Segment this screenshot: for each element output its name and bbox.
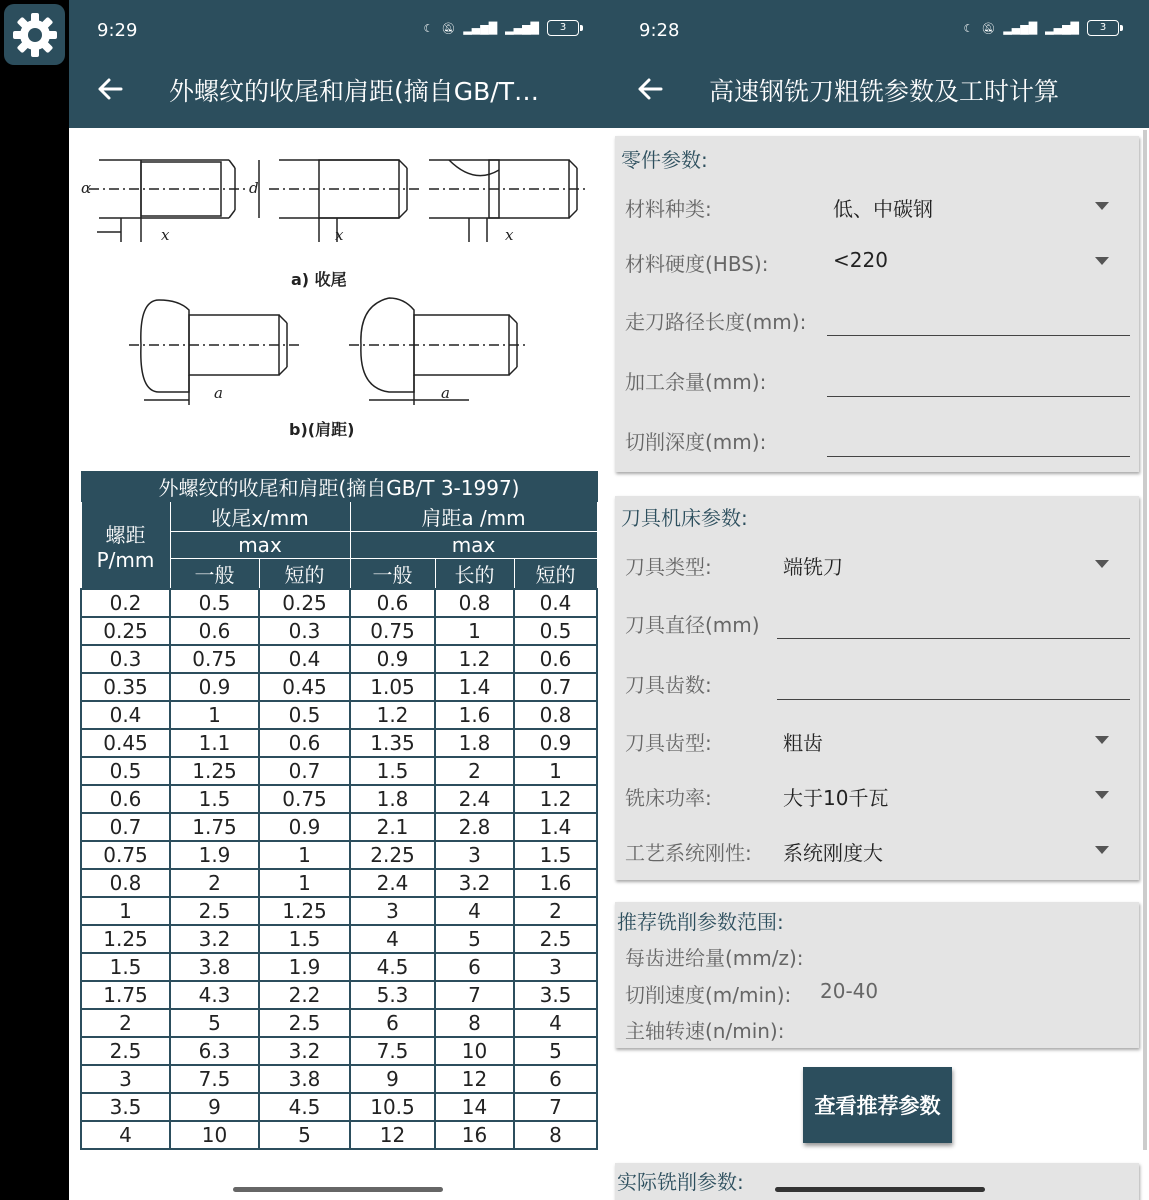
table-cell: 1 [435, 617, 514, 645]
table-cell: 1.5 [81, 953, 170, 981]
table-row [81, 1065, 597, 1093]
table-cell: 0.5 [259, 701, 350, 729]
table-cell: 3.2 [170, 925, 259, 953]
table-cell: 0.5 [170, 589, 259, 617]
rigidity-select[interactable]: 系统刚度大 [783, 841, 883, 865]
table-cell: 0.45 [81, 729, 170, 757]
table-cell: 12 [435, 1065, 514, 1093]
table-cell: 0.5 [81, 757, 170, 785]
table-row [81, 925, 597, 953]
table-cell: 0.25 [259, 589, 350, 617]
mute-icon: 🔕︎ [981, 21, 996, 35]
table-cell: 0.4 [81, 701, 170, 729]
a-symbol-1: a [214, 384, 223, 402]
signal-icon: ▂▄▆█ [1003, 21, 1038, 35]
home-indicator[interactable] [775, 1187, 985, 1192]
table-cell: 2 [81, 1009, 170, 1037]
sub-header: 短的 [259, 559, 350, 590]
table-cell: 2.4 [435, 785, 514, 813]
table-cell: 3.2 [259, 1037, 350, 1065]
table-cell: 4 [514, 1009, 597, 1037]
table-row [81, 869, 597, 897]
tool-type-select[interactable]: 端铣刀 [783, 555, 843, 579]
table-cell: 1.2 [514, 785, 597, 813]
depth-label: 切削深度(mm): [625, 430, 767, 454]
sub-header: 一般 [350, 559, 435, 590]
status-time: 9:28 [639, 20, 680, 41]
table-cell: 6 [514, 1065, 597, 1093]
table-cell: 0.6 [350, 589, 435, 617]
table-cell: 2.1 [350, 813, 435, 841]
signal-icon: ▂▄▆█ [463, 21, 498, 35]
table-cell: 0.6 [259, 729, 350, 757]
table-cell: 0.8 [81, 869, 170, 897]
table-cell: 10.5 [350, 1093, 435, 1121]
table-cell: 7 [435, 981, 514, 1009]
table-cell: 0.45 [259, 673, 350, 701]
table-cell: 0.6 [514, 645, 597, 673]
table-cell: 12 [350, 1121, 435, 1149]
table-cell: 1 [170, 701, 259, 729]
d-symbol: d [249, 179, 259, 197]
teeth-label: 刀具齿数: [625, 673, 712, 697]
table-cell: 0.4 [259, 645, 350, 673]
table-cell: 10 [170, 1121, 259, 1149]
mute-icon: 🔕︎ [441, 21, 456, 35]
table-cell: 5.3 [350, 981, 435, 1009]
table-cell: 1.4 [435, 673, 514, 701]
table-cell: 2 [435, 757, 514, 785]
speed-label: 切削速度(m/min): [625, 983, 792, 1007]
table-cell: 5 [170, 1009, 259, 1037]
table-cell: 0.8 [435, 589, 514, 617]
table-cell: 1.75 [81, 981, 170, 1009]
table-cell: 0.9 [514, 729, 597, 757]
sub-header: 一般 [170, 559, 259, 590]
table-caption: 外螺纹的收尾和肩距(摘自GB/T 3-1997) [81, 472, 597, 502]
thread-spec-table [80, 471, 598, 1150]
moon-icon: ☾ [423, 21, 434, 35]
table-cell: 1 [81, 897, 170, 925]
table-cell: 1.9 [259, 953, 350, 981]
page-title: 外螺纹的收尾和肩距(摘自GB/T… [169, 77, 539, 106]
table-cell: 2.5 [259, 1009, 350, 1037]
spindle-label: 主轴转速(n/min): [625, 1019, 785, 1043]
table-cell: 1.5 [514, 841, 597, 869]
home-indicator[interactable] [233, 1187, 443, 1192]
page-title: 高速钢铣刀粗铣参数及工时计算 [709, 77, 1060, 106]
tail-max: max [170, 532, 350, 559]
power-select[interactable]: 大于10千瓦 [783, 786, 889, 810]
shoulder-max: max [350, 532, 597, 559]
allowance-label: 加工余量(mm): [625, 370, 767, 394]
pitch-header: 螺距P/mm [81, 502, 170, 590]
table-row [81, 785, 597, 813]
table-cell: 1.2 [435, 645, 514, 673]
x-symbol-2: x [335, 226, 344, 244]
table-row [81, 589, 597, 617]
table-cell: 4.5 [350, 953, 435, 981]
table-cell: 7 [514, 1093, 597, 1121]
hardness-select[interactable]: <220 [833, 248, 888, 272]
table-cell: 8 [514, 1121, 597, 1149]
table-cell: 2.4 [350, 869, 435, 897]
table-cell: 10 [435, 1037, 514, 1065]
part-params-card [615, 136, 1139, 472]
table-cell: 9 [170, 1093, 259, 1121]
tool-params-card [615, 496, 1139, 880]
sub-header: 短的 [514, 559, 597, 590]
table-cell: 1.75 [170, 813, 259, 841]
label-shoulder: b)(肩距) [289, 420, 355, 439]
table-cell: 3.2 [435, 869, 514, 897]
table-cell: 5 [435, 925, 514, 953]
table-cell: 4.5 [259, 1093, 350, 1121]
table-cell: 0.7 [259, 757, 350, 785]
table-cell: 1.25 [259, 897, 350, 925]
feed-label: 每齿进给量(mm/z): [625, 946, 804, 970]
back-arrow-icon[interactable] [635, 74, 665, 104]
status-time: 9:29 [97, 20, 138, 41]
actual-params-header: 实际铣削参数: [617, 1170, 744, 1194]
recommend-card [615, 902, 1139, 1048]
table-cell: 0.25 [81, 617, 170, 645]
table-cell: 3.8 [170, 953, 259, 981]
table-cell: 5 [259, 1121, 350, 1149]
scrollbar[interactable] [1143, 130, 1147, 1150]
table-cell: 1 [514, 757, 597, 785]
tool-type-label: 刀具类型: [625, 555, 712, 579]
table-cell: 0.2 [81, 589, 170, 617]
part-params-header: 零件参数: [621, 148, 708, 172]
tail-header: 收尾x/mm [170, 502, 350, 532]
table-row [81, 645, 597, 673]
table-cell: 7.5 [350, 1037, 435, 1065]
allowance-input[interactable] [827, 396, 1130, 397]
toothform-label: 刀具齿型: [625, 731, 712, 755]
table-cell: 4 [350, 925, 435, 953]
table-cell: 0.75 [259, 785, 350, 813]
table-cell: 2.25 [350, 841, 435, 869]
recommend-header: 推荐铣削参数范围: [617, 910, 784, 934]
right-screen [609, 0, 1149, 1200]
table-cell: 0.5 [514, 617, 597, 645]
toothform-select[interactable]: 粗齿 [783, 731, 823, 755]
table-cell: 0.35 [81, 673, 170, 701]
app-bar [609, 0, 1149, 128]
hardness-label: 材料硬度(HBS): [625, 252, 769, 276]
table-cell: 3 [514, 953, 597, 981]
table-cell: 5 [514, 1037, 597, 1065]
table-cell: 2.2 [259, 981, 350, 1009]
table-cell: 4.3 [170, 981, 259, 1009]
table-cell: 7.5 [170, 1065, 259, 1093]
table-cell: 0.9 [259, 813, 350, 841]
table-cell: 2.5 [514, 925, 597, 953]
app-gear-icon[interactable] [4, 4, 65, 65]
x-symbol-1: x [161, 226, 170, 244]
a-symbol-2: a [441, 384, 450, 402]
table-cell: 1.5 [170, 785, 259, 813]
table-cell: 1.5 [350, 757, 435, 785]
tool-params-header: 刀具机床参数: [621, 506, 748, 530]
table-cell: 2 [514, 897, 597, 925]
table-cell: 0.3 [259, 617, 350, 645]
table-cell: 9 [350, 1065, 435, 1093]
table-cell: 8 [435, 1009, 514, 1037]
status-icons [963, 20, 1119, 36]
dropdown-arrow-icon[interactable] [1095, 736, 1109, 744]
path-length-label: 走刀路径长度(mm): [625, 310, 807, 334]
table-row [81, 757, 597, 785]
table-cell: 2 [170, 869, 259, 897]
table-row [81, 1037, 597, 1065]
power-label: 铣床功率: [625, 786, 712, 810]
table-row [81, 617, 597, 645]
table-cell: 3.5 [81, 1093, 170, 1121]
table-cell: 1.35 [350, 729, 435, 757]
table-row [81, 701, 597, 729]
table-row [81, 841, 597, 869]
table-cell: 0.9 [350, 645, 435, 673]
table-cell: 6 [435, 953, 514, 981]
table-cell: 0.3 [81, 645, 170, 673]
table-row [81, 1009, 597, 1037]
table-cell: 1.8 [350, 785, 435, 813]
table-cell: 2.5 [170, 897, 259, 925]
table-cell: 3 [350, 897, 435, 925]
back-arrow-icon[interactable] [95, 74, 125, 104]
table-cell: 0.75 [81, 841, 170, 869]
table-cell: 1.25 [170, 757, 259, 785]
table-cell: 1.1 [170, 729, 259, 757]
table-cell: 0.6 [170, 617, 259, 645]
battery-icon: 3 [1087, 20, 1119, 36]
view-recommend-button[interactable]: 查看推荐参数 [803, 1067, 952, 1143]
diameter-input[interactable] [777, 638, 1130, 639]
thread-diagram [69, 130, 609, 460]
battery-icon: 3 [547, 20, 579, 36]
table-cell: 1.5 [259, 925, 350, 953]
signal-icon: ▂▄▆█ [1045, 21, 1079, 35]
shoulder-header: 肩距a /mm [350, 502, 597, 532]
table-cell: 0.6 [81, 785, 170, 813]
dropdown-arrow-icon[interactable] [1095, 846, 1109, 854]
table-cell: 0.75 [170, 645, 259, 673]
table-row [81, 813, 597, 841]
table-cell: 0.4 [514, 589, 597, 617]
table-cell: 1.6 [435, 701, 514, 729]
sub-header: 长的 [435, 559, 514, 590]
table-row [81, 953, 597, 981]
table-cell: 2.8 [435, 813, 514, 841]
table-cell: 0.75 [350, 617, 435, 645]
material-label: 材料种类: [625, 197, 712, 221]
table-body [81, 589, 597, 1149]
status-icons [423, 20, 579, 36]
alpha-symbol: α [81, 179, 92, 197]
material-select[interactable]: 低、中碳钢 [833, 197, 933, 221]
signal-icon: ▂▄▆█ [505, 21, 539, 35]
moon-icon: ☾ [963, 21, 974, 35]
table-cell: 3 [81, 1065, 170, 1093]
table-cell: 1.2 [350, 701, 435, 729]
dropdown-arrow-icon[interactable] [1095, 560, 1109, 568]
table-cell: 1 [259, 841, 350, 869]
dropdown-arrow-icon[interactable] [1095, 791, 1109, 799]
table-cell: 0.8 [514, 701, 597, 729]
dropdown-arrow-icon[interactable] [1095, 202, 1109, 210]
x-symbol-3: x [505, 226, 514, 244]
table-cell: 0.9 [170, 673, 259, 701]
table-cell: 1.9 [170, 841, 259, 869]
table-cell: 3.5 [514, 981, 597, 1009]
actual-params-card [615, 1163, 1139, 1200]
depth-input[interactable] [827, 456, 1130, 457]
dropdown-arrow-icon[interactable] [1095, 257, 1109, 265]
table-row [81, 729, 597, 757]
table-cell: 3.8 [259, 1065, 350, 1093]
table-row [81, 673, 597, 701]
app-bar [69, 0, 609, 128]
table-cell: 1.4 [514, 813, 597, 841]
table-cell: 1.6 [514, 869, 597, 897]
rigidity-label: 工艺系统刚性: [625, 841, 752, 865]
table-cell: 16 [435, 1121, 514, 1149]
table-cell: 1.25 [81, 925, 170, 953]
table-cell: 0.7 [81, 813, 170, 841]
table-cell: 4 [435, 897, 514, 925]
table-cell: 1.05 [350, 673, 435, 701]
table-cell: 14 [435, 1093, 514, 1121]
table-cell: 1 [259, 869, 350, 897]
table-cell: 2.5 [81, 1037, 170, 1065]
table-cell: 3 [435, 841, 514, 869]
left-screen [69, 0, 609, 1200]
table-cell: 0.7 [514, 673, 597, 701]
table-cell: 4 [81, 1121, 170, 1149]
table-row [81, 1093, 597, 1121]
diameter-label: 刀具直径(mm) [625, 613, 760, 637]
table-cell: 6 [350, 1009, 435, 1037]
table-cell: 1.8 [435, 729, 514, 757]
speed-value: 20-40 [820, 979, 879, 1003]
label-tail: a) 收尾 [291, 270, 347, 289]
table-row [81, 981, 597, 1009]
teeth-input[interactable] [777, 699, 1130, 700]
table-row [81, 897, 597, 925]
table-cell: 6.3 [170, 1037, 259, 1065]
table-row [81, 1121, 597, 1149]
path-length-input[interactable] [827, 335, 1130, 336]
